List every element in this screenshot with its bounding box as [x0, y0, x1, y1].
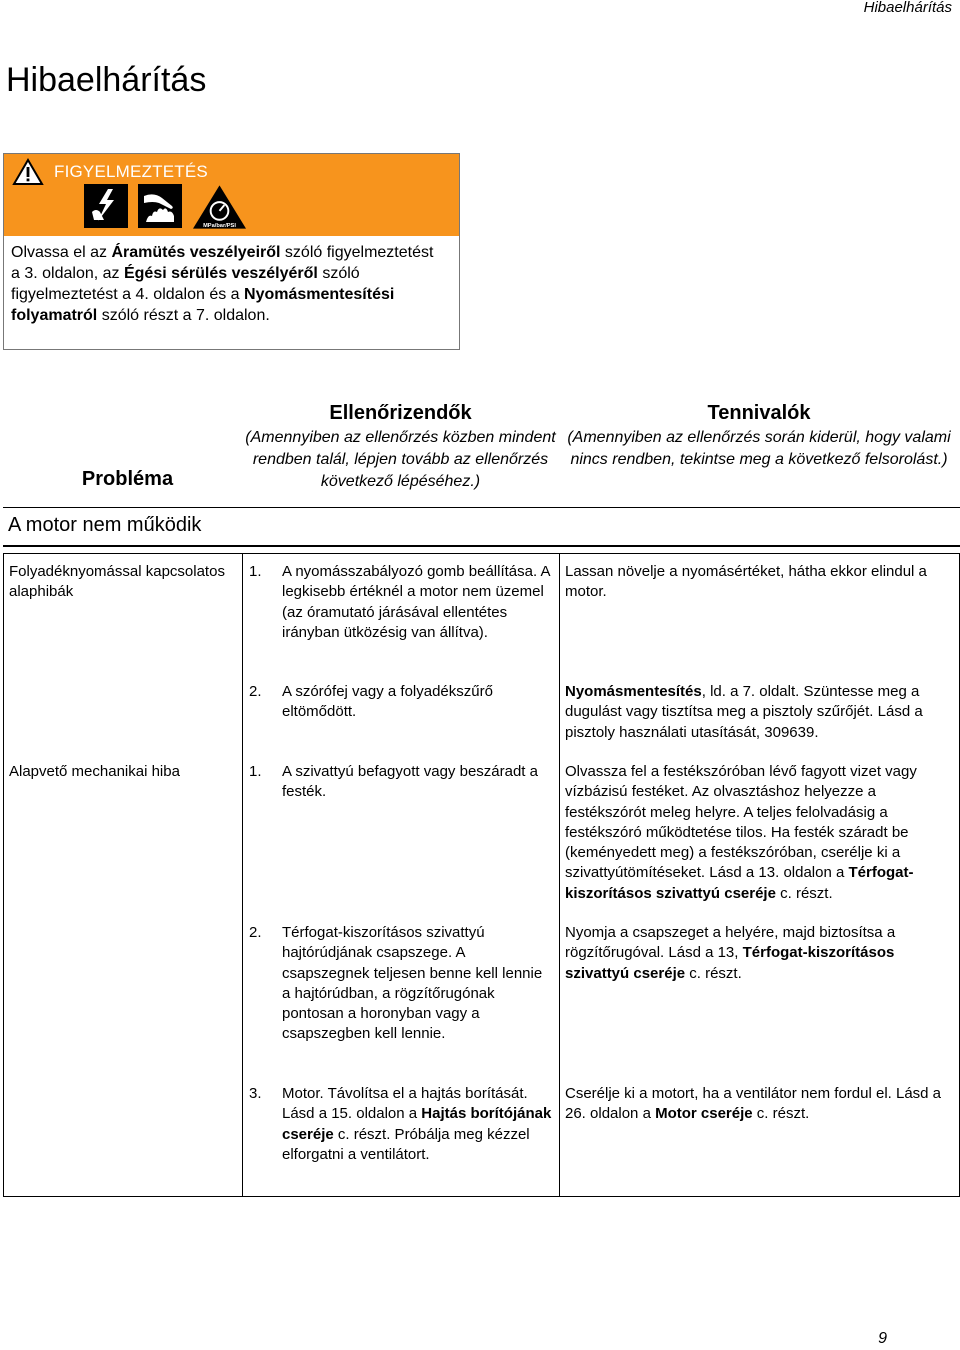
action-text-bold: Térfogat-kiszorításos szivattyú cseréje — [565, 864, 914, 902]
check-number: 1. — [249, 763, 262, 780]
table-column-divider — [242, 554, 243, 1196]
check-number: 2. — [249, 924, 262, 941]
action-cell — [565, 562, 955, 603]
action-text-bold: Motor cseréje — [655, 1105, 753, 1123]
problem-cell-fluid-pressure: Folyadéknyomással kapcsolatos alaphibák — [9, 563, 225, 601]
warning-text-part: szóló figyelmeztetést a 3. oldalon, az — [11, 244, 434, 282]
check-cell: A nyomásszabályozó gomb beállítása. A legkisebb értéknél a motor nem üzemel (az óramutató járásával ellentétes irányban ütközésig van állítva). — [282, 563, 550, 641]
page-number: 9 — [878, 1330, 887, 1347]
column-header-action-title: Tennivalók — [707, 402, 811, 424]
action-text-bold: Nyomásmentesítés — [565, 683, 702, 700]
check-text: c. részt. Próbálja meg kézzel elforgatni a ventilátort. — [282, 1125, 530, 1163]
problem-cell-mechanical: Alapvető mechanikai hiba — [9, 763, 180, 780]
warning-text-bold: Égési sérülés veszélyéről — [123, 265, 318, 282]
running-header: Hibaelhárítás — [863, 0, 952, 16]
action-text-bold: Térfogat-kiszorításos szivattyú cseréje — [565, 944, 895, 982]
action-text: Olvassza fel a festékszóróban lévő fagyott vizet vagy vízbázisú festéket. Az olvasztáshoz helyezze a festékszórót meleg helyre. A teljes felolvadásig a festékszóró működtetése tilos. Ha festék száradt be (keményedett meg) a festékszóróban, cserélje ki a szivattyútömítéseket. Lásd a 13. oldalon a — [565, 763, 917, 882]
warning-title-row — [12, 157, 208, 187]
pressure-unit-label: MPa/bar/PSI — [203, 223, 236, 230]
column-header-action — [562, 402, 956, 471]
page-title: Hibaelhárítás — [6, 61, 207, 99]
action-text: c. részt. — [775, 884, 833, 902]
warning-text-bold: Nyomásmentesítési folyamatról — [11, 286, 395, 324]
check-number: 1. — [249, 563, 262, 580]
action-cell — [565, 762, 955, 904]
warning-icons — [84, 184, 247, 230]
check-cell: A szórófej vagy a folyadékszűrő eltömődött. — [282, 683, 493, 721]
header-rule — [3, 507, 960, 508]
action-text: Cserélje ki a motort, ha a ventilátor nem fordul el. Lásd a 26. oldalon a — [565, 1085, 942, 1123]
check-text: Motor. Távolítsa el a hajtás borítását. Lásd a 15. oldalon a — [282, 1085, 528, 1123]
check-number: 3. — [249, 1085, 262, 1102]
action-cell — [565, 1084, 955, 1125]
warning-banner — [4, 154, 459, 236]
warning-triangle-icon — [12, 158, 44, 186]
warning-title: FIGYELMEZTETÉS — [54, 162, 208, 181]
action-cell — [565, 923, 955, 984]
check-cell: Térfogat-kiszorításos szivattyú hajtórúdjának csapszege. A csapszegnek teljesen benne kell lennie a hajtórúdban, a rögzítőrugónak pontosan a horonyban vagy a csapszegben kell lennie. — [282, 924, 543, 1043]
check-cell: A szivattyú befagyott vagy beszáradt a festék. — [282, 763, 538, 801]
table-column-divider — [559, 554, 560, 1196]
warning-box — [3, 153, 460, 350]
warning-text — [11, 242, 441, 326]
action-text: Nyomja a csapszeget a helyére, majd biztosítsa a rögzítőrugóval. Lásd a 13, — [565, 924, 896, 962]
action-text: Lassan növelje a nyomásértéket, hátha ekkor elindul a motor. — [565, 563, 927, 601]
column-header-action-subtitle: (Amennyiben az ellenőrzés során kiderül, hogy valami nincs rendben, tekintse meg a következő felsorolást.) — [567, 429, 951, 468]
action-text: , ld. a 7. oldalt. Szüntesse meg a dugulást vagy tisztítsa meg a pisztoly szűrőjét. Lásd a pisztoly használati utasítását, 309639. — [565, 683, 923, 741]
column-header-check-title: Ellenőrizendők — [329, 402, 472, 424]
action-text: c. részt. — [685, 964, 742, 982]
column-header-problem — [40, 468, 215, 491]
warning-text-part: szóló figyelmeztetést a 4. oldalon és a — [11, 265, 360, 303]
warning-text-bold: Áramütés veszélyeiről — [111, 244, 281, 261]
burn-hazard-icon — [138, 184, 182, 228]
check-text-bold: Hajtás borítójának cseréje — [282, 1105, 552, 1143]
column-header-check-subtitle: (Amennyiben az ellenőrzés közben mindent rendben talál, lépjen tovább az ellenőrzés következő lépéséhez.) — [245, 429, 556, 490]
electric-shock-icon — [84, 184, 128, 228]
warning-text-part: Olvassa el az — [11, 244, 112, 261]
column-header-check — [243, 402, 558, 493]
pressure-gauge-icon — [192, 184, 247, 230]
check-number: 2. — [249, 683, 262, 700]
check-cell — [282, 1084, 554, 1165]
section-rule — [3, 545, 960, 547]
action-cell — [565, 682, 955, 743]
column-header-problem-title: Probléma — [81, 468, 174, 490]
section-title: A motor nem működik — [8, 514, 202, 536]
action-text: c. részt. — [752, 1105, 810, 1123]
warning-text-part: szóló részt a 7. oldalon. — [97, 307, 270, 324]
